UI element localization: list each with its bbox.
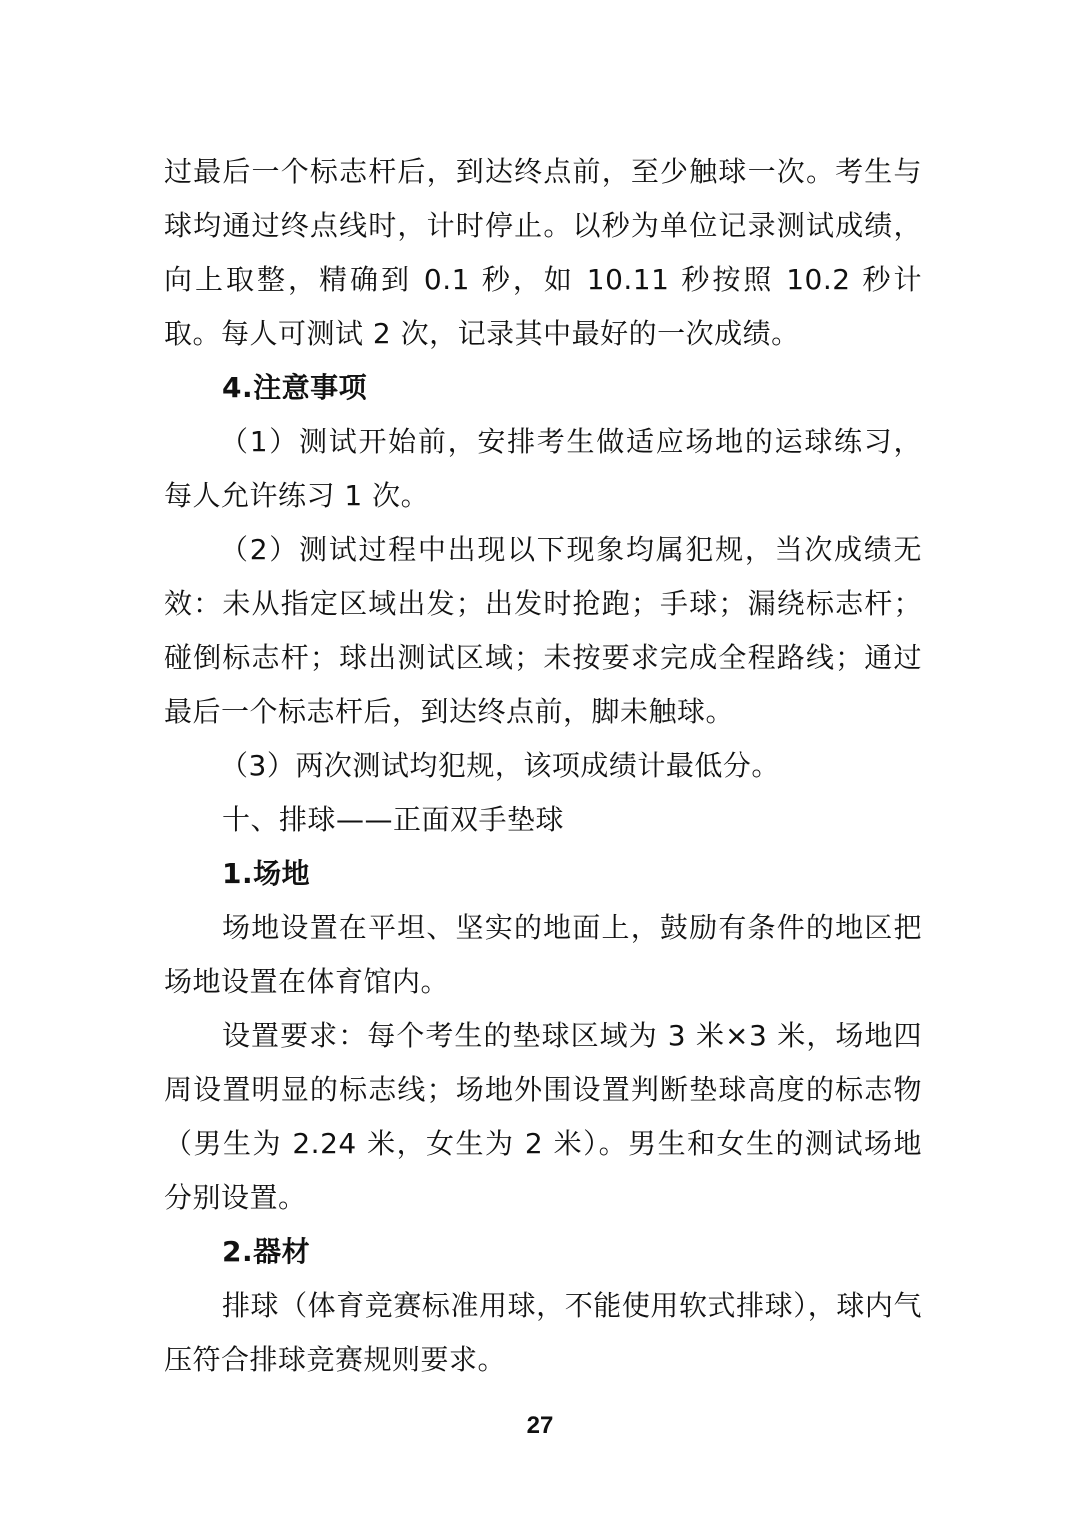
heading-notes: 4.注意事项 — [222, 371, 368, 404]
page-body — [164, 145, 922, 1387]
paragraph-venue-2: 设置要求：每个考生的垫球区域为 3 米×3 米，场地四周设置明显的标志线；场地外围设置判断垫球高度的标志物（男生为 2.24 米，女生为 2 米）。男生和女生的测试场地分别设置。 — [164, 1019, 922, 1214]
paragraph-equipment: 排球（体育竞赛标准用球，不能使用软式排球），球内气压符合排球竞赛规则要求。 — [164, 1289, 922, 1376]
heading-equipment: 2.器材 — [222, 1235, 311, 1268]
page-number: 27 — [526, 1412, 554, 1439]
section-title-volleyball: 十、排球——正面双手垫球 — [222, 803, 565, 836]
note-item-3: （3）两次测试均犯规，该项成绩计最低分。 — [220, 749, 780, 782]
heading-venue: 1.场地 — [222, 857, 311, 890]
paragraph-venue-1: 场地设置在平坦、坚实的地面上，鼓励有条件的地区把场地设置在体育馆内。 — [164, 911, 922, 998]
paragraph-scoring-continued: 过最后一个标志杆后，到达终点前，至少触球一次。考生与球均通过终点线时，计时停止。以秒为单位记录测试成绩，向上取整，精确到 0.1 秒，如 10.11 秒按照 10.2 秒计取。每人可测试 2 次，记录其中最好的一次成绩。 — [164, 155, 922, 350]
note-item-2: （2）测试过程中出现以下现象均属犯规，当次成绩无效：未从指定区域出发；出发时抢跑；手球；漏绕标志杆；碰倒标志杆；球出测试区域；未按要求完成全程路线；通过最后一个标志杆后，到达终点前，脚未触球。 — [164, 533, 922, 728]
note-item-1: （1）测试开始前，安排考生做适应场地的运球练习，每人允许练习 1 次。 — [164, 425, 922, 512]
